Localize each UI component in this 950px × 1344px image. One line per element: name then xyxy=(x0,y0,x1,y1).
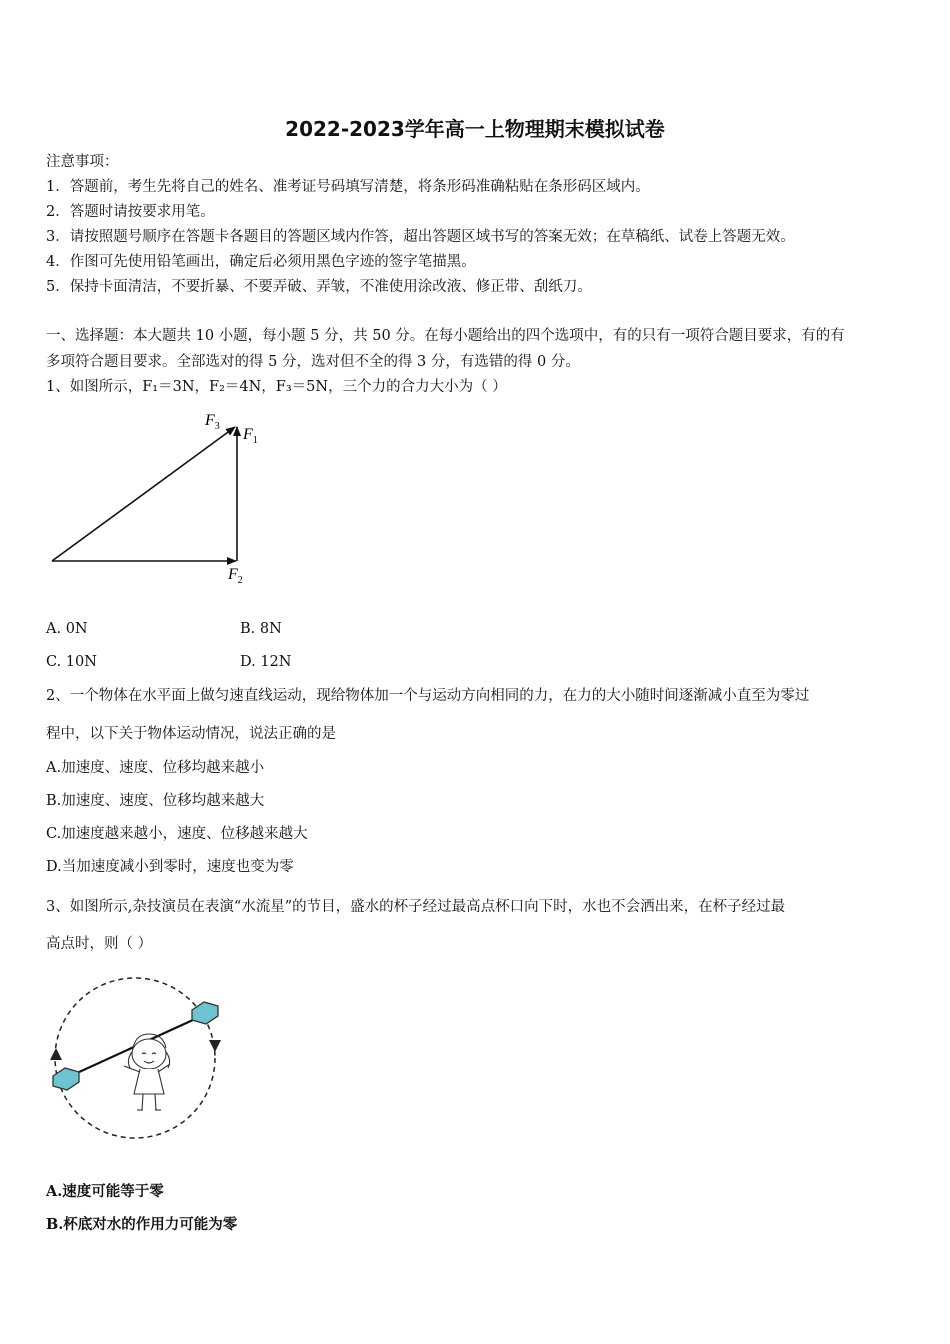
section-instructions-line: 多项符合题目要求。全部选对的得 5 分，选对但不全的得 3 分，有选错的得 0 分。 xyxy=(46,354,580,370)
option-b: B.杯底对水的作用力可能为零 xyxy=(46,1216,238,1233)
notice-heading: 注意事项： xyxy=(46,154,119,170)
arrow-down-icon xyxy=(209,1040,221,1052)
option-b: B. 8N xyxy=(240,621,282,637)
notice-item: 5．保持卡面清洁，不要折暴、不要弄破、弄皱，不准使用涂改液、修正带、刮纸刀。 xyxy=(46,279,592,295)
question-stem: 3、如图所示,杂技演员在表演“水流星”的节目，盛水的杯子经过最高点杯口向下时，水也不会洒出来，在杯子经过最 xyxy=(46,899,786,915)
option-a: A.速度可能等于零 xyxy=(46,1183,164,1200)
label-f3: $F_3$ xyxy=(205,412,220,432)
label-f1: $F_1$ xyxy=(243,426,258,446)
performer-figure xyxy=(124,1034,170,1110)
label-f2: $F_2$ xyxy=(228,566,243,586)
option-d: D. 12N xyxy=(240,654,292,670)
question-stem: 程中，以下关于物体运动情况，说法正确的是 xyxy=(46,726,336,742)
notice-item: 4．作图可先使用铅笔画出，确定后必须用黑色字迹的签字笔描黑。 xyxy=(46,254,476,270)
water-cup-bottom xyxy=(53,1068,79,1090)
option-c: C.加速度越来越小，速度、位移越来越大 xyxy=(46,826,308,842)
option-b: B.加速度、速度、位移均越来越大 xyxy=(46,793,265,809)
arrow-up-icon xyxy=(50,1048,62,1060)
section-instructions-line: 一、选择题：本大题共 10 小题，每小题 5 分，共 50 分。在每小题给出的四个选项中，有的只有一项符合题目要求，有的有 xyxy=(46,328,845,344)
notice-item: 1．答题前，考生先将自己的姓名、准考证号码填写清楚，将条形码准确粘贴在条形码区域内。 xyxy=(46,179,650,195)
force-f3-arrow xyxy=(52,427,235,561)
option-c: C. 10N xyxy=(46,654,97,670)
option-a: A.加速度、速度、位移均越来越小 xyxy=(46,760,265,776)
page-title: 2022-2023学年高一上物理期末模拟试卷 xyxy=(285,117,665,141)
water-meteor-illustration xyxy=(44,968,234,1148)
notice-item: 3．请按照题号顺序在答题卡各题目的答题区域内作答，超出答题区域书写的答案无效；在草稿纸、试卷上答题无效。 xyxy=(46,229,795,245)
question-stem: 高点时，则（ ） xyxy=(46,936,153,952)
question-stem: 1、如图所示，F₁＝3N，F₂＝4N，F₃＝5N，三个力的合力大小为（ ） xyxy=(46,379,507,395)
option-d: D.当加速度减小到零时，速度也变为零 xyxy=(46,859,294,875)
force-triangle-diagram xyxy=(40,405,280,595)
notice-item: 2．答题时请按要求用笔。 xyxy=(46,204,215,220)
question-stem: 2、一个物体在水平面上做匀速直线运动，现给物体加一个与运动方向相同的力，在力的大小随时间逐渐减小直至为零过 xyxy=(46,688,810,704)
option-a: A. 0N xyxy=(46,621,88,637)
